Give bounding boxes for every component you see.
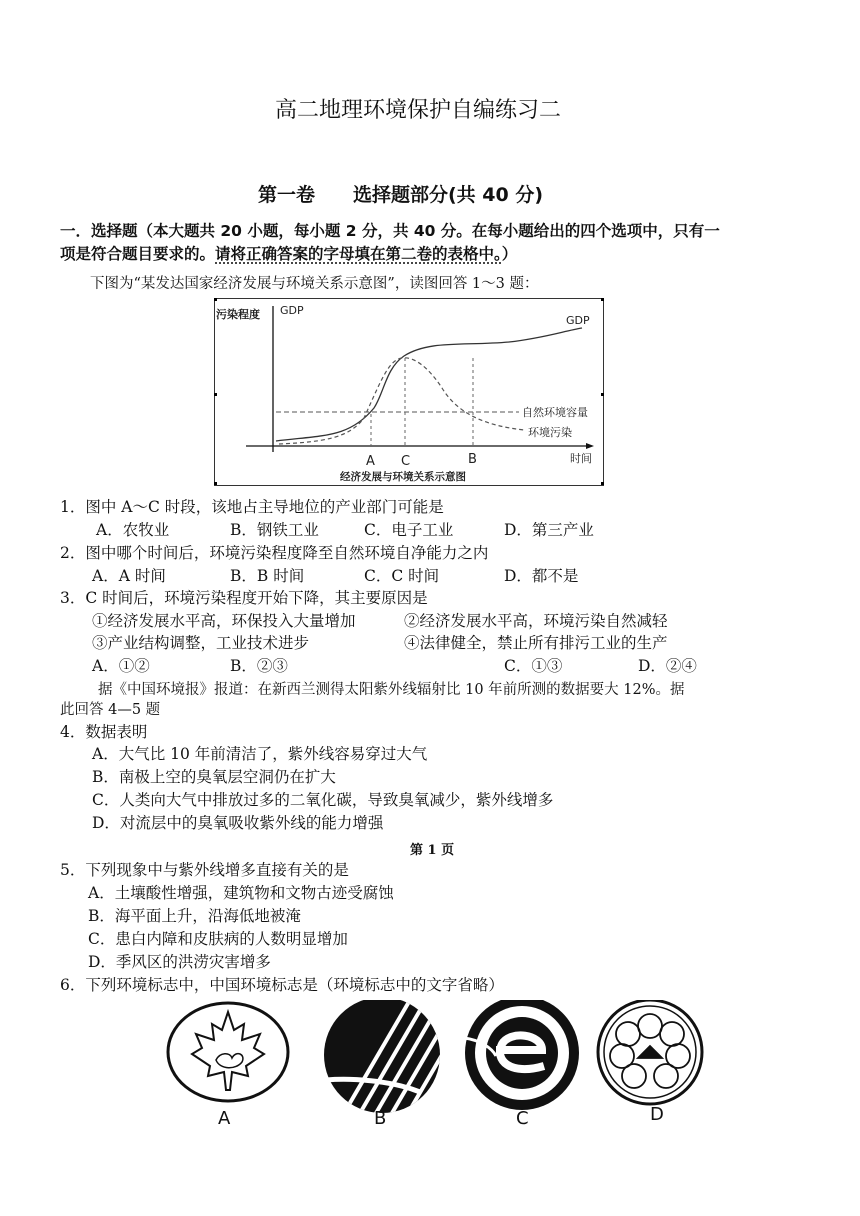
q1-option-a: A．农牧业 bbox=[96, 521, 170, 539]
q45-intro-line2: 此回答 4—5 题 bbox=[60, 702, 161, 718]
q4-option-c: C．人类向大气中排放过多的二氧化碳，导致臭氧减少，紫外线增多 bbox=[92, 791, 554, 809]
page-number: 第 1 页 bbox=[410, 843, 455, 858]
logo-label-b: B bbox=[374, 1108, 387, 1129]
q1-stem: 1．图中 A～C 时段，该地占主导地位的产业部门可能是 bbox=[60, 498, 444, 516]
logo-label-a: A bbox=[218, 1108, 231, 1129]
q2-option-c: C．C 时间 bbox=[364, 567, 440, 585]
q3-stem: 3．C 时间后，环境污染程度开始下降，其主要原因是 bbox=[60, 589, 428, 607]
instructions-line2: 项是符合题目要求的。请将正确答案的字母填在第二卷的表格中。） bbox=[60, 245, 518, 263]
q5-option-d: D．季风区的洪涝灾害增多 bbox=[88, 953, 271, 971]
q3-item-3: ③产业结构调整，工业技术进步 bbox=[92, 634, 310, 652]
q1-option-b: B．钢铁工业 bbox=[230, 521, 319, 539]
q3-item-1: ①经济发展水平高，环保投入大量增加 bbox=[92, 612, 356, 630]
q5-option-c: C．患白内障和皮肤病的人数明显增加 bbox=[88, 930, 348, 948]
q4-option-b: B．南极上空的臭氧层空洞仍在扩大 bbox=[92, 768, 336, 786]
q3-item-2: ②经济发展水平高，环境污染自然减轻 bbox=[404, 612, 668, 630]
q2-stem: 2．图中哪个时间后，环境污染程度降至自然环境自净能力之内 bbox=[60, 544, 489, 562]
tick-b: B bbox=[468, 452, 477, 467]
q3-option-b: B．②③ bbox=[230, 657, 288, 675]
rings-logo-icon bbox=[598, 1000, 702, 1104]
q4-option-a: A．大气比 10 年前清洁了，紫外线容易穿过大气 bbox=[92, 745, 428, 763]
x-axis-label: 时间 bbox=[570, 452, 592, 465]
q4-stem: 4．数据表明 bbox=[60, 723, 148, 741]
striped-circle-logo-icon bbox=[324, 1000, 474, 1120]
instructions-line1: 一．选择题（本大题共 20 小题，每小题 2 分，共 40 分。在每小题给出的四个选项中，只有一 bbox=[60, 222, 720, 240]
maple-leaf-logo-icon bbox=[168, 1003, 288, 1101]
gdp-curve-label: GDP bbox=[566, 314, 590, 327]
q1-option-d: D．第三产业 bbox=[504, 521, 594, 539]
gdp-axis-label: GDP bbox=[280, 304, 304, 317]
logo-label-c: C bbox=[516, 1108, 529, 1129]
y-axis-label: 污染程度 bbox=[216, 308, 260, 321]
economy-environment-figure bbox=[214, 298, 604, 488]
figure-intro: 下图为“某发达国家经济发展与环境关系示意图”，读图回答 1～3 题： bbox=[90, 276, 539, 292]
figure-caption: 经济发展与环境关系示意图 bbox=[340, 471, 466, 483]
q3-option-d: D．②④ bbox=[638, 657, 697, 675]
q3-item-4: ④法律健全，禁止所有排污工业的生产 bbox=[404, 634, 668, 652]
part1-title: 第一卷 选择题部分(共 40 分) bbox=[258, 184, 544, 206]
capacity-label: 自然环境容量 bbox=[522, 406, 588, 419]
q5-option-a: A．土壤酸性增强，建筑物和文物古迹受腐蚀 bbox=[88, 884, 394, 902]
tick-a: A bbox=[366, 454, 375, 469]
environment-logos bbox=[160, 1000, 720, 1130]
q2-option-a: A．A 时间 bbox=[92, 567, 166, 585]
q3-option-a: A．①② bbox=[92, 657, 150, 675]
q3-option-c: C．①③ bbox=[504, 657, 563, 675]
doc-title: 高二地理环境保护自编练习二 bbox=[275, 98, 562, 123]
q5-stem: 5．下列现象中与紫外线增多直接有关的是 bbox=[60, 861, 349, 879]
q1-option-c: C．电子工业 bbox=[364, 521, 454, 539]
pollution-label: 环境污染 bbox=[528, 426, 572, 439]
q5-option-b: B．海平面上升，沿海低地被淹 bbox=[88, 907, 301, 925]
q6-stem: 6．下列环境标志中，中国环境标志是（环境标志中的文字省略） bbox=[60, 976, 504, 994]
q2-option-b: B．B 时间 bbox=[230, 567, 305, 585]
logo-label-d: D bbox=[650, 1104, 664, 1125]
q4-option-d: D．对流层中的臭氧吸收紫外线的能力增强 bbox=[92, 814, 384, 832]
tick-c: C bbox=[401, 454, 411, 469]
q45-intro-line1: 据《中国环境报》报道：在新西兰测得太阳紫外线辐射比 10 年前所测的数据要大 12%。据 bbox=[98, 682, 685, 698]
q2-option-d: D．都不是 bbox=[504, 567, 579, 585]
e-shaped-logo-icon bbox=[464, 1000, 579, 1110]
